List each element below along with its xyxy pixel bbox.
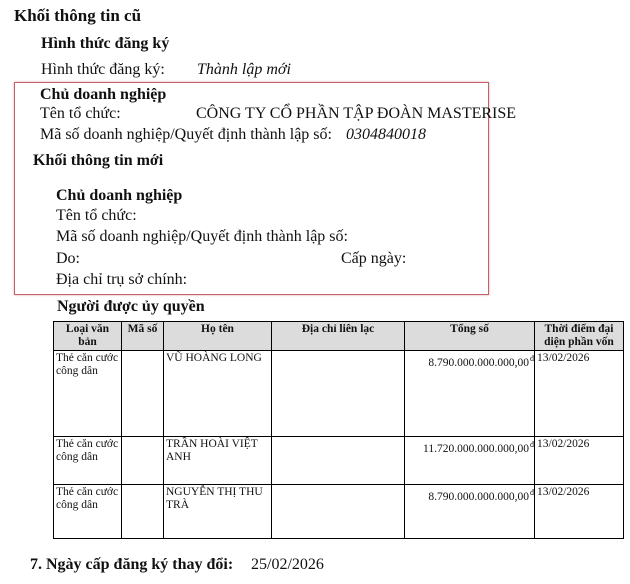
table-row (54, 437, 624, 485)
authorized-table (53, 321, 624, 539)
currency-symbol: đ (530, 354, 534, 363)
cell-date: 13/02/2026 (535, 485, 624, 539)
old-org-label: Tên tổ chức: (40, 105, 121, 122)
cell-address-redacted (272, 351, 405, 437)
new-owner-heading: Chủ doanh nghiệp (56, 187, 183, 204)
col-header-address: Địa chỉ liên lạc (272, 322, 405, 351)
cell-doc-type: Thẻ căn cước công dân (54, 351, 122, 437)
cell-code-redacted (122, 437, 164, 485)
new-org-label: Tên tổ chức: (56, 207, 137, 224)
change-date-label: 7. Ngày cấp đăng ký thay đổi: (30, 556, 234, 573)
cell-total (405, 437, 535, 485)
registration-label: Hình thức đăng ký: (41, 61, 165, 78)
new-by-label: Do: (56, 250, 80, 267)
cell-name: TRẦN HOÀI VIỆT ANH (164, 437, 272, 485)
cell-date: 13/02/2026 (535, 437, 624, 485)
cell-address-redacted (272, 437, 405, 485)
cell-name: VŨ HOÀNG LONG (164, 351, 272, 437)
table-header-row (54, 322, 624, 351)
old-code-label: Mã số doanh nghiệp/Quyết định thành lập số: (40, 126, 332, 143)
new-block-title: Khối thông tin mới (33, 152, 164, 169)
total-amount: 11.720.000.000.000,00 (423, 442, 529, 455)
col-header-code: Mã số (122, 322, 164, 351)
old-code-value: 0304840018 (346, 126, 426, 143)
authorized-title: Người được ủy quyền (57, 298, 205, 315)
cell-doc-type: Thẻ căn cước công dân (54, 485, 122, 539)
old-block-title: Khối thông tin cũ (14, 6, 142, 25)
col-header-doc-type: Loại văn bản (54, 322, 122, 351)
new-date-label: Cấp ngày: (341, 250, 407, 267)
registration-value: Thành lập mới (197, 61, 291, 78)
col-header-total: Tổng số (405, 322, 535, 351)
cell-total (405, 485, 535, 539)
cell-name: NGUYỄN THỊ THU TRÀ (164, 485, 272, 539)
change-date-value: 25/02/2026 (251, 556, 324, 573)
total-amount: 8.790.000.000.000,00 (428, 490, 529, 503)
cell-doc-type: Thẻ căn cước công dân (54, 437, 122, 485)
old-org-value: CÔNG TY CỔ PHẦN TẬP ĐOÀN MASTERISE (196, 105, 517, 122)
cell-date: 13/02/2026 (535, 351, 624, 437)
new-address-label: Địa chỉ trụ sở chính: (56, 271, 188, 288)
table-row (54, 351, 624, 437)
currency-symbol: đ (530, 440, 534, 449)
cell-total (405, 351, 535, 437)
registration-heading: Hình thức đăng ký (41, 35, 170, 52)
total-amount: 8.790.000.000.000,00 (428, 356, 529, 369)
cell-address-redacted (272, 485, 405, 539)
new-code-label: Mã số doanh nghiệp/Quyết định thành lập số: (56, 228, 348, 245)
cell-code-redacted (122, 485, 164, 539)
table-row (54, 485, 624, 539)
col-header-date: Thời điểm đại diện phần vốn (535, 322, 624, 351)
cell-code-redacted (122, 351, 164, 437)
old-owner-heading: Chủ doanh nghiệp (40, 86, 167, 103)
currency-symbol: đ (530, 488, 534, 497)
col-header-name: Họ tên (164, 322, 272, 351)
